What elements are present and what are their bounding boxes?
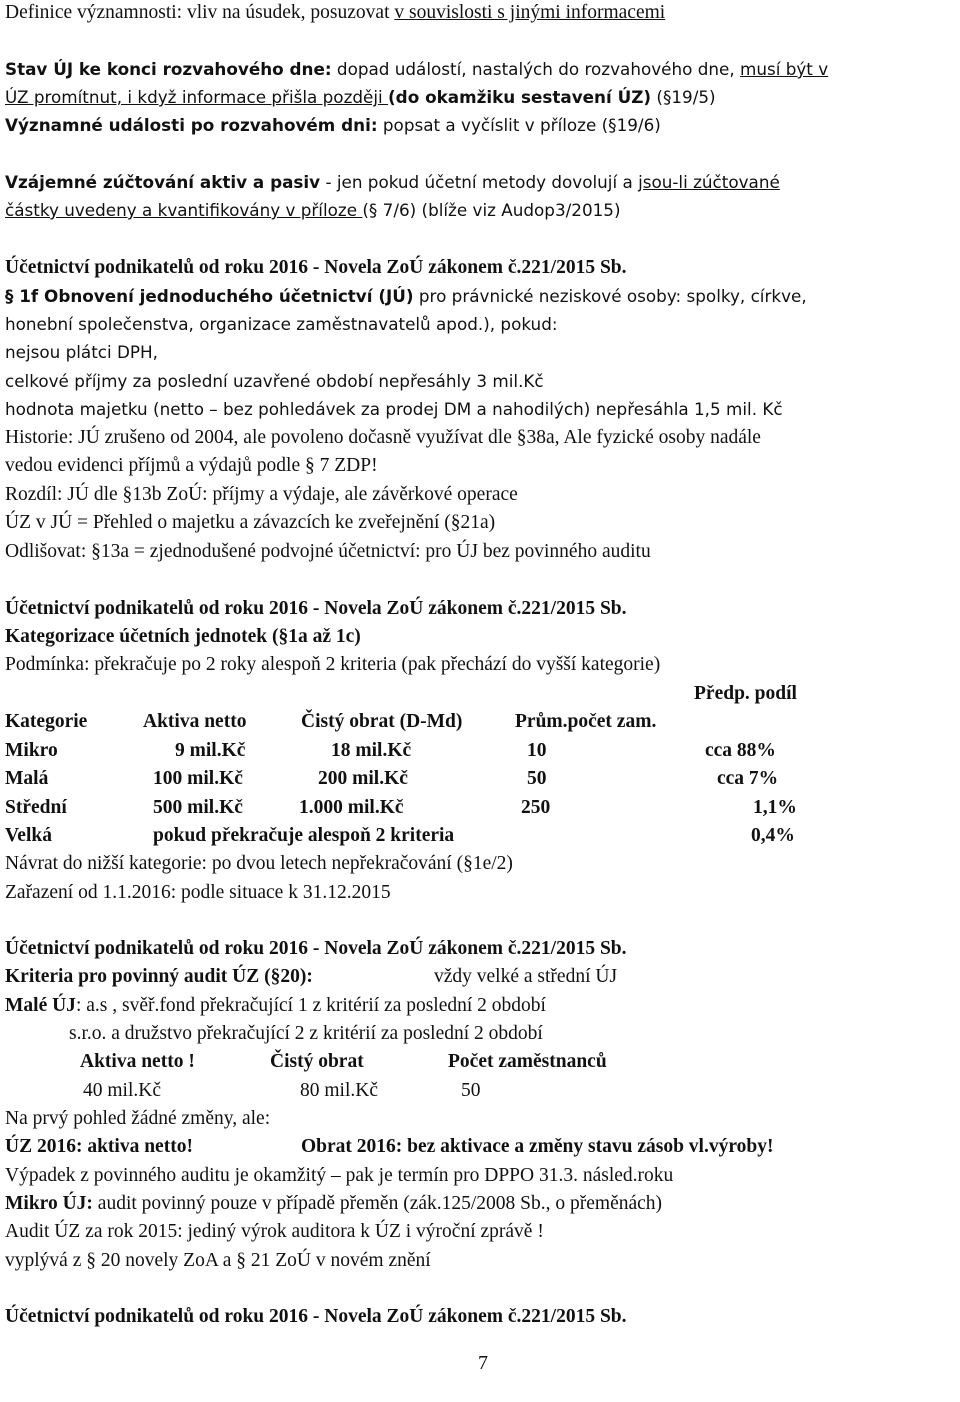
odlisovat-line: Odlišovat: §13a = zjednodušené podvojné účetnictví: pro ÚJ bez povinného auditu [5,541,651,562]
row-mala-obrat: 200 mil.Kč [318,768,408,789]
row-mala-zam: 50 [527,768,547,789]
row-mala-aktiva: 100 mil.Kč [153,768,243,789]
row-stredni-aktiva: 500 mil.Kč [153,797,243,818]
vypadek-line: Výpadek z povinného auditu je okamžitý – pak je termín pro DPPO 31.3. násled.roku [5,1165,674,1186]
stav-underlined-2: ÚZ promítnut, i když informace přišla později [5,87,389,107]
jednoduche-line-5: hodnota majetku (netto – bez pohledávek za prodej DM a nahodilých) nepřesáhla 1,5 mil. Kč [5,399,783,419]
row-velka-podil: 0,4% [751,825,795,846]
vyznamne-line [5,113,661,137]
vzajemne-underlined: jsou-li zúčtované [638,172,780,192]
th-obrat: Čistý obrat (D-Md) [301,711,463,732]
stav-underlined: musí být v [740,59,829,79]
jednoduche-line-4: celkové příjmy za poslední uzavřené období nepřesáhly 3 mil.Kč [5,371,544,391]
definice-text: Definice významnosti: vliv na úsudek, posuzovat [5,2,395,23]
th-aktiva: Aktiva netto [143,711,247,732]
male-uj-label: Malé ÚJ [5,995,76,1016]
vzajemne-ref: (§ 7/6) (blíže viz Audop3/2015) [362,200,621,220]
row-velka-cat: Velká [5,825,52,846]
section-heading-3: Účetnictví podnikatelů od roku 2016 - Novela ZoÚ zákonem č.221/2015 Sb. [5,938,627,959]
podminka-line: Podmínka: překračuje po 2 roky alespoň 2 kriteria (pak přechází do vyšší kategorie) [5,654,661,675]
row-stredni-cat: Střední [5,797,67,818]
kriteria-label: Kriteria pro povinný audit ÚZ (§20): [5,966,313,987]
th-kategorie: Kategorie [5,711,88,732]
uz-2016-aktiva: ÚZ 2016: aktiva netto! [5,1136,193,1157]
audit-hdr-pocet: Počet zaměstnanců [448,1051,607,1072]
zarazeni-line: Zařazení od 1.1.2016: podle situace k 31.12.2015 [5,882,391,903]
stav-ref-2: (§19/5) [651,87,716,107]
jednoduche-line-2: honební společenstva, organizace zaměstnavatelů apod.), pokud: [5,314,558,334]
vzajemne-line-2 [5,198,621,222]
stav-bold-2: (do okamžiku sestavení ÚZ) [388,87,652,107]
row-stredni-obrat: 1.000 mil.Kč [299,797,404,818]
row-velka-text: pokud překračuje alespoň 2 kriteria [153,825,455,846]
definice-underlined: v souvislosti s jinými informacemi [394,2,666,23]
row-mikro-cat: Mikro [5,740,58,761]
vzajemne-text: - jen pokud účetní metody dovolují a [320,172,639,192]
vzajemne-underlined-2: částky uvedeny a kvantifikovány v příloze [5,200,363,220]
audit-2015-line: Audit ÚZ za rok 2015: jediný výrok auditora k ÚZ i výroční zprávě ! [5,1221,544,1242]
jednoduche-text: pro právnické neziskové osoby: spolky, církve, [413,286,807,306]
prvy-pohled-line: Na prvý pohled žádné změny, ale: [5,1108,271,1129]
section-heading-4: Účetnictví podnikatelů od roku 2016 - Novela ZoÚ zákonem č.221/2015 Sb. [5,1306,627,1327]
row-mala-cat: Malá [5,768,49,789]
stav-label: Stav ÚJ ke konci rozvahového dne: [5,59,332,79]
rozdil-line: Rozdíl: JÚ dle §13b ZoÚ: příjmy a výdaje, ale závěrkové operace [5,484,518,505]
audit-hdr-aktiva: Aktiva netto ! [80,1051,195,1072]
jednoduche-line-3: nejsou plátci DPH, [5,342,158,362]
kategorizace-subheading: Kategorizace účetních jednotek (§1a až 1c) [5,626,361,647]
jednoduche-label: § 1f Obnovení jednoduchého účetnictví (JÚ) [5,286,414,306]
row-mikro-zam: 10 [527,740,547,761]
vyznamne-label: Významné události po rozvahovém dni: [5,115,378,135]
th-pocet-zam: Prům.počet zam. [515,711,657,732]
mikro-uj-text: audit povinný pouze v případě přeměn (zák.125/2008 Sb., o přeměnách) [92,1193,663,1214]
audit-hdr-obrat: Čistý obrat [270,1051,364,1072]
vzajemne-label: Vzájemné zúčtování aktiv a pasiv [5,172,321,192]
vyplyva-line: vyplývá z § 20 novely ZoA a § 21 ZoÚ v novém znění [5,1250,431,1271]
navrat-line: Návrat do nižší kategorie: po dvou letech nepřekračování (§1e/2) [5,853,513,874]
row-mala-podil: cca 7% [717,768,779,789]
stav-line-1 [5,57,828,81]
kriteria-value: vždy velké a střední ÚJ [434,966,618,987]
row-mikro-obrat: 18 mil.Kč [331,740,412,761]
audit-val-aktiva: 40 mil.Kč [83,1080,161,1101]
obrat-2016: Obrat 2016: bez aktivace a změny stavu zásob vl.výroby! [301,1136,774,1157]
audit-val-pocet: 50 [461,1080,481,1101]
row-stredni-podil: 1,1% [753,797,797,818]
row-mikro-podil: cca 88% [705,740,776,761]
stav-line-2 [5,85,716,109]
stav-text: dopad událostí, nastalých do rozvahového dne, [331,59,740,79]
row-stredni-zam: 250 [521,797,551,818]
page-number: 7 [478,1352,488,1374]
predp-podil-header: Předp. podíl [694,683,797,704]
uz-v-ju-line: ÚZ v JÚ = Přehled o majetku a závazcích ke zveřejnění (§21a) [5,512,496,533]
male-uj-text: : a.s , svěř.fond překračující 1 z kritérií za poslední 2 období [75,995,546,1016]
section-heading-2: Účetnictví podnikatelů od roku 2016 - Novela ZoÚ zákonem č.221/2015 Sb. [5,598,627,619]
historie-line-1: Historie: JÚ zrušeno od 2004, ale povoleno dočasně využívat dle §38a, Ale fyzické osoby nadále [5,427,761,448]
jednoduche-line-1 [5,284,807,308]
vyznamne-text: popsat a vyčíslit v příloze (§19/6) [377,115,661,135]
section-heading-1: Účetnictví podnikatelů od roku 2016 - Novela ZoÚ zákonem č.221/2015 Sb. [5,257,627,278]
row-mikro-aktiva: 9 mil.Kč [175,740,246,761]
definice-line [5,1,665,25]
mikro-uj-label: Mikro ÚJ: [5,1193,93,1214]
mikro-uj-line [5,1192,662,1216]
audit-val-obrat: 80 mil.Kč [300,1080,378,1101]
vzajemne-line-1 [5,170,780,194]
historie-line-2: vedou evidenci příjmů a výdajů podle § 7 ZDP! [5,455,378,476]
sro-line: s.r.o. a družstvo překračující 2 z kritérií za poslední 2 období [69,1023,543,1044]
male-uj-line [5,994,546,1018]
